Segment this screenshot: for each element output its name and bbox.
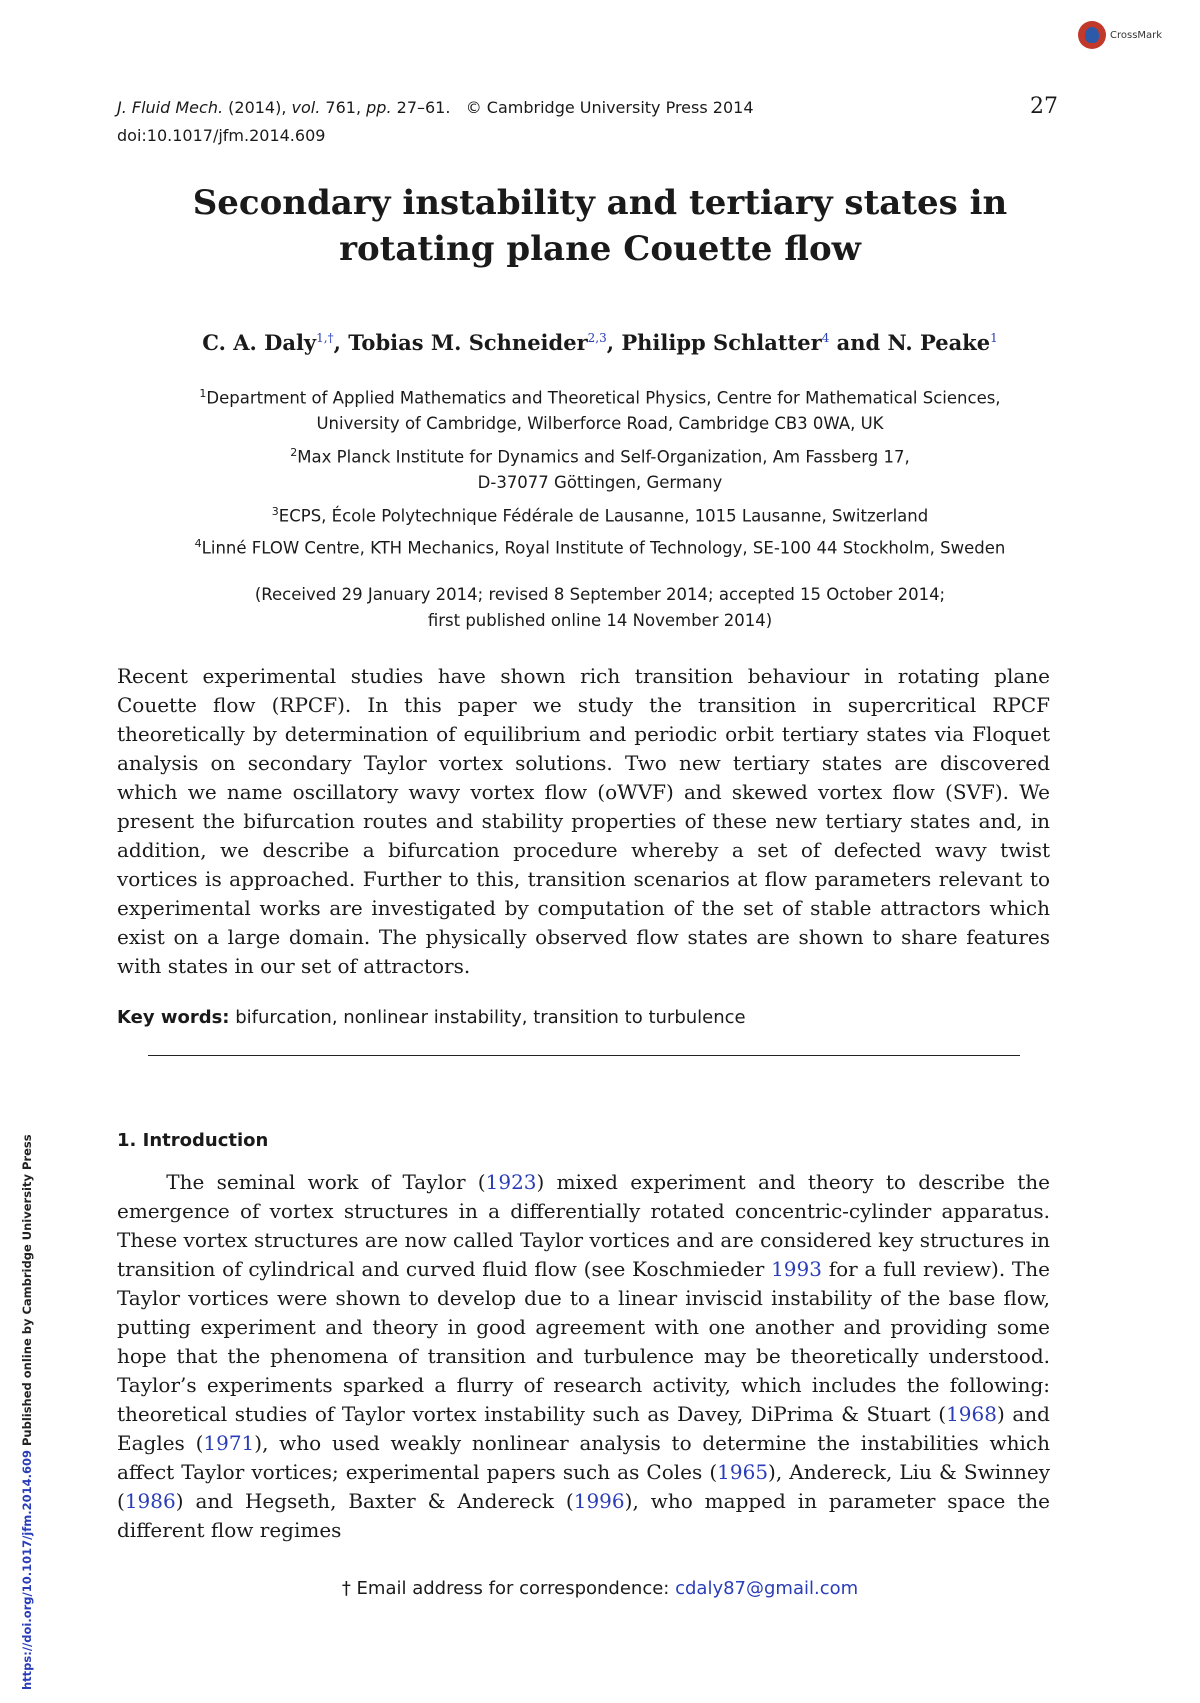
affiliation-text: University of Cambridge, Wilberforce Road, Cambridge CB3 0WA, UK	[316, 413, 884, 433]
author-list	[100, 330, 1100, 355]
citation-link[interactable]: 1993	[771, 1257, 822, 1281]
crossmark-badge[interactable]	[1078, 18, 1170, 52]
author-name: Tobias M. Schneider	[348, 330, 588, 355]
intro-text: The seminal work of Taylor (	[166, 1170, 486, 1194]
section-heading: 1. Introduction	[117, 1130, 269, 1151]
intro-text: ) and Eagles (	[117, 1402, 1050, 1455]
author-affiliation-mark[interactable]: 2,3	[587, 331, 607, 345]
intro-paragraph	[117, 1168, 1050, 1545]
author-name: C. A. Daly	[202, 330, 317, 355]
citation-link[interactable]: 1923	[485, 1170, 537, 1194]
affiliation-text: D-37077 Göttingen, Germany	[477, 472, 723, 492]
author-affiliation-mark[interactable]: 4	[821, 331, 830, 345]
footnote-mark: †	[341, 1578, 351, 1599]
citation-link[interactable]: 1986	[124, 1489, 176, 1513]
doi: doi:10.1017/jfm.2014.609	[117, 126, 326, 145]
received-line-1: (Received 29 January 2014; revised 8 September 2014; accepted 15 October 2014;	[254, 585, 946, 604]
footnote	[100, 1578, 1100, 1599]
affiliation-3	[100, 499, 1100, 529]
journal-pages: 27–61.	[396, 98, 451, 117]
author-separator: and	[829, 330, 888, 355]
received-line-2: first published online 14 November 2014)	[427, 611, 773, 630]
author-affiliation-mark[interactable]: 1,†	[316, 331, 334, 345]
side-strip	[20, 1050, 40, 1690]
intro-text: ) mixed experiment and theory to describe the emergence of vortex structures in a differentially rotated concentric-cylinder apparatus. These vortex structures are now called Taylor vortices and are considered key structures in transition of cylindrical and curved fluid flow (see Koschmieder	[117, 1170, 1051, 1281]
copyright: © Cambridge University Press 2014	[465, 98, 754, 117]
affiliation-text: Linné FLOW Centre, KTH Mechanics, Royal Institute of Technology, SE-100 44 Stockholm, Sweden	[201, 538, 1006, 558]
affiliation-text: Department of Applied Mathematics and Theoretical Physics, Centre for Mathematical Sciences,	[206, 388, 1001, 408]
intro-text: for a full review). The Taylor vortices were shown to develop due to a linear inviscid instability of the base flow, putting experiment and theory in good agreement with one another and providing some hope that the phenomena of transition and turbulence may be theoretically understood. Taylor’s experiments sparked a flurry of research activity, which includes the following: theoretical studies of Taylor vortex instability such as Davey, DiPrima & Stuart (	[117, 1257, 1050, 1426]
affiliation-text: ECPS, École Polytechnique Fédérale de Lausanne, 1015 Lausanne, Switzerland	[278, 506, 929, 526]
email-link[interactable]: cdaly87@gmail.com	[675, 1578, 859, 1599]
title-line-2: rotating plane Couette flow	[339, 229, 861, 269]
crossmark-icon	[1078, 21, 1106, 49]
author-name: N. Peake	[887, 330, 991, 355]
journal-vol-label: vol.	[291, 98, 321, 117]
keywords	[117, 1007, 1050, 1028]
journal-citation	[117, 98, 754, 117]
received-dates	[100, 582, 1100, 634]
affiliation-mark: 2	[290, 446, 298, 459]
journal-pp-label: pp.	[366, 98, 392, 117]
affiliation-2	[100, 440, 1100, 495]
citation-link[interactable]: 1965	[717, 1460, 769, 1484]
citation-link[interactable]: 1971	[203, 1431, 255, 1455]
section-divider	[148, 1055, 1020, 1056]
affiliation-text: Max Planck Institute for Dynamics and Self-Organization, Am Fassberg 17,	[297, 447, 910, 467]
intro-text: ), who mapped in parameter space the different flow regimes	[117, 1489, 1050, 1542]
affiliation-1	[100, 381, 1100, 436]
affiliation-mark: 4	[194, 537, 202, 550]
author-affiliation-mark[interactable]: 1	[990, 331, 998, 345]
author-separator: ,	[606, 330, 622, 355]
footnote-text: Email address for correspondence:	[356, 1578, 676, 1599]
affiliation-mark: 3	[271, 505, 279, 518]
intro-text: ), who used weakly nonlinear analysis to determine the instabilities which affect Taylor vortices; experimental papers such as Coles (	[117, 1431, 1051, 1484]
affiliation-mark: 1	[199, 387, 207, 400]
journal-vol-num: 761,	[325, 98, 362, 117]
author-name: Philipp Schlatter	[621, 330, 822, 355]
affiliation-4	[100, 531, 1100, 561]
journal-year: (2014),	[228, 98, 287, 117]
citation-link[interactable]: 1968	[946, 1402, 997, 1426]
crossmark-label: CrossMark	[1110, 29, 1163, 41]
page-number: 27	[1030, 94, 1058, 119]
title-line-1: Secondary instability and tertiary states in	[192, 183, 1008, 223]
side-published-text: Published online by Cambridge University Press	[20, 1134, 34, 1447]
citation-link[interactable]: 1996	[573, 1489, 625, 1513]
keywords-text: bifurcation, nonlinear instability, transition to turbulence	[235, 1007, 746, 1028]
keywords-label: Key words:	[117, 1007, 230, 1028]
abstract: Recent experimental studies have shown rich transition behaviour in rotating plane Couette flow (RPCF). In this paper we study the transition in supercritical RPCF theoretically by determination of equilibrium and periodic orbit tertiary states via Floquet analysis on secondary Taylor vortex solutions. Two new tertiary states are discovered which we name oscillatory wavy vortex flow (oWVF) and skewed vortex flow (SVF). We present the bifurcation routes and stability properties of these new tertiary states and, in addition, we describe a bifurcation procedure whereby a set of defected wavy twist vortices is approached. Further to this, transition scenarios at flow parameters relevant to experimental works are investigated by computation of the set of stable attractors which exist on a large domain. The physically observed flow states are shown to share features with states in our set of attractors.	[117, 664, 1050, 978]
intro-text: ) and Hegseth, Baxter & Andereck (	[175, 1489, 574, 1513]
side-doi-link[interactable]: https://doi.org/10.1017/jfm.2014.609	[20, 1450, 34, 1690]
intro-text: ), Andereck, Liu & Swinney (	[117, 1460, 1050, 1513]
author-separator: ,	[333, 330, 349, 355]
journal-name: J. Fluid Mech.	[117, 98, 224, 117]
paper-title	[100, 180, 1100, 272]
